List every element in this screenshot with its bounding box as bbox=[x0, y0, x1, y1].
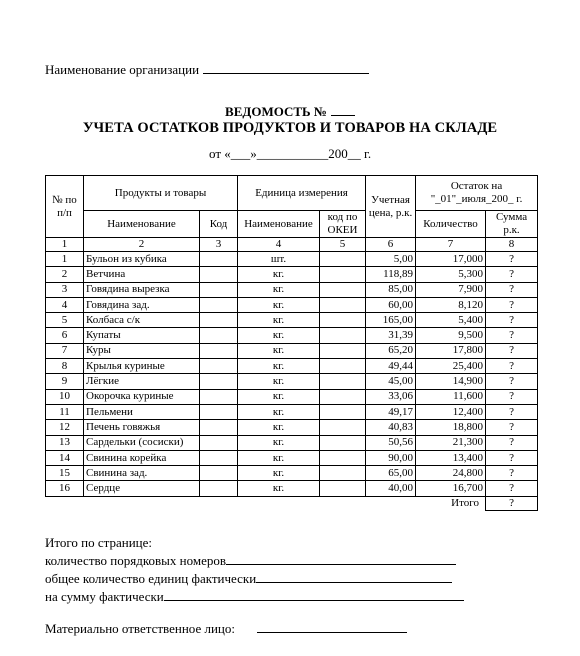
row-number: 13 bbox=[46, 435, 84, 450]
price-value: 118,89 bbox=[366, 267, 416, 282]
unit-group-header: Единица измерения bbox=[238, 176, 366, 211]
sum-value: ? bbox=[486, 252, 538, 267]
document-title-label: ВЕДОМОСТЬ № bbox=[225, 104, 327, 119]
col-number-header: № по п/п bbox=[46, 176, 84, 238]
table-row bbox=[46, 374, 538, 389]
row-number: 15 bbox=[46, 466, 84, 481]
row-number: 11 bbox=[46, 404, 84, 419]
product-code bbox=[200, 328, 238, 343]
sum-value: ? bbox=[486, 297, 538, 312]
quantity-value: 13,400 bbox=[416, 450, 486, 465]
product-name: Лёгкие bbox=[84, 374, 200, 389]
price-value: 60,00 bbox=[366, 297, 416, 312]
row-number: 4 bbox=[46, 297, 84, 312]
column-numbers-row bbox=[46, 238, 538, 252]
price-value: 45,00 bbox=[366, 374, 416, 389]
price-header: Учетная цена, р.к. bbox=[366, 176, 416, 238]
table-row bbox=[46, 359, 538, 374]
quantity-header: Количество bbox=[416, 211, 486, 238]
price-value: 40,00 bbox=[366, 481, 416, 496]
sum-value: ? bbox=[486, 481, 538, 496]
row-number: 10 bbox=[46, 389, 84, 404]
quantity-value: 9,500 bbox=[416, 328, 486, 343]
quantity-value: 5,300 bbox=[416, 267, 486, 282]
row-number: 12 bbox=[46, 420, 84, 435]
organization-blank bbox=[203, 62, 369, 74]
sum-value: ? bbox=[486, 420, 538, 435]
unit-name: кг. bbox=[238, 374, 320, 389]
product-name: Сердце bbox=[84, 481, 200, 496]
price-value: 65,00 bbox=[366, 466, 416, 481]
count-numbers-blank bbox=[226, 553, 456, 565]
unit-name: шт. bbox=[238, 252, 320, 267]
quantity-value: 14,900 bbox=[416, 374, 486, 389]
document-title bbox=[0, 104, 580, 120]
product-name: Крылья куриные bbox=[84, 359, 200, 374]
row-number: 6 bbox=[46, 328, 84, 343]
column-number: 3 bbox=[200, 238, 238, 252]
product-code bbox=[200, 282, 238, 297]
table-row bbox=[46, 313, 538, 328]
sum-value: ? bbox=[486, 343, 538, 358]
product-code-header: Код bbox=[200, 211, 238, 238]
product-name: Бульон из кубика bbox=[84, 252, 200, 267]
products-group-header: Продукты и товары bbox=[84, 176, 238, 211]
product-name: Печень говяжья bbox=[84, 420, 200, 435]
table-row bbox=[46, 252, 538, 267]
price-value: 65,20 bbox=[366, 343, 416, 358]
count-units-label: общее количество единиц фактически bbox=[45, 571, 257, 586]
sum-value: ? bbox=[486, 374, 538, 389]
product-name: Ветчина bbox=[84, 267, 200, 282]
okei-code bbox=[320, 466, 366, 481]
unit-name: кг. bbox=[238, 359, 320, 374]
sum-value: ? bbox=[486, 404, 538, 419]
okei-code bbox=[320, 420, 366, 435]
unit-name: кг. bbox=[238, 420, 320, 435]
okei-code bbox=[320, 252, 366, 267]
unit-name: кг. bbox=[238, 481, 320, 496]
sum-value: ? bbox=[486, 359, 538, 374]
quantity-value: 12,400 bbox=[416, 404, 486, 419]
price-value: 49,44 bbox=[366, 359, 416, 374]
price-value: 31,39 bbox=[366, 328, 416, 343]
column-number: 7 bbox=[416, 238, 486, 252]
unit-name: кг. bbox=[238, 404, 320, 419]
balance-group-header: Остаток на "_01"_июля_200_ г. bbox=[416, 176, 538, 211]
okei-code-header: код по ОКЕИ bbox=[320, 211, 366, 238]
unit-name: кг. bbox=[238, 343, 320, 358]
row-number: 9 bbox=[46, 374, 84, 389]
okei-code bbox=[320, 404, 366, 419]
row-number: 2 bbox=[46, 267, 84, 282]
unit-name: кг. bbox=[238, 267, 320, 282]
unit-name: кг. bbox=[238, 389, 320, 404]
sum-value: ? bbox=[486, 450, 538, 465]
okei-code bbox=[320, 267, 366, 282]
sum-value: ? bbox=[486, 328, 538, 343]
sum-value: ? bbox=[486, 282, 538, 297]
column-number: 1 bbox=[46, 238, 84, 252]
responsible-blank bbox=[257, 621, 407, 633]
product-code bbox=[200, 481, 238, 496]
column-number: 4 bbox=[238, 238, 320, 252]
okei-code bbox=[320, 282, 366, 297]
table-row bbox=[46, 282, 538, 297]
table-row bbox=[46, 404, 538, 419]
okei-code bbox=[320, 435, 366, 450]
responsible-line bbox=[45, 621, 407, 637]
price-value: 33,06 bbox=[366, 389, 416, 404]
price-value: 5,00 bbox=[366, 252, 416, 267]
product-name: Куры bbox=[84, 343, 200, 358]
page-total-label: Итого по странице: bbox=[45, 535, 152, 550]
sum-actual-blank bbox=[164, 589, 464, 601]
count-numbers-line bbox=[45, 553, 456, 569]
count-units-blank bbox=[256, 571, 452, 583]
product-code bbox=[200, 313, 238, 328]
product-code bbox=[200, 252, 238, 267]
table-row bbox=[46, 389, 538, 404]
product-code bbox=[200, 389, 238, 404]
okei-code bbox=[320, 374, 366, 389]
sum-value: ? bbox=[486, 267, 538, 282]
unit-name: кг. bbox=[238, 313, 320, 328]
column-number: 8 bbox=[486, 238, 538, 252]
document-number-blank bbox=[331, 104, 355, 116]
okei-code bbox=[320, 450, 366, 465]
quantity-value: 5,400 bbox=[416, 313, 486, 328]
sum-header: Сумма р.к. bbox=[486, 211, 538, 238]
okei-code bbox=[320, 343, 366, 358]
table-row bbox=[46, 297, 538, 312]
price-value: 165,00 bbox=[366, 313, 416, 328]
table-row bbox=[46, 343, 538, 358]
table-row bbox=[46, 267, 538, 282]
unit-name: кг. bbox=[238, 466, 320, 481]
okei-code bbox=[320, 313, 366, 328]
sum-value: ? bbox=[486, 389, 538, 404]
quantity-value: 21,300 bbox=[416, 435, 486, 450]
product-name: Окорочка куриные bbox=[84, 389, 200, 404]
product-name: Колбаса с/к bbox=[84, 313, 200, 328]
quantity-value: 18,800 bbox=[416, 420, 486, 435]
header-row-2 bbox=[46, 211, 538, 238]
table-row bbox=[46, 481, 538, 496]
quantity-value: 7,900 bbox=[416, 282, 486, 297]
document-subtitle: УЧЕТА ОСТАТКОВ ПРОДУКТОВ И ТОВАРОВ НА СКЛАДЕ bbox=[82, 120, 498, 136]
product-name: Купаты bbox=[84, 328, 200, 343]
unit-name: кг. bbox=[238, 282, 320, 297]
total-label: Итого bbox=[451, 497, 480, 509]
total-value: ? bbox=[486, 496, 538, 510]
row-number: 7 bbox=[46, 343, 84, 358]
okei-code bbox=[320, 359, 366, 374]
quantity-value: 25,400 bbox=[416, 359, 486, 374]
row-number: 8 bbox=[46, 359, 84, 374]
count-units-line bbox=[45, 571, 452, 587]
column-number: 5 bbox=[320, 238, 366, 252]
product-name: Говядина зад. bbox=[84, 297, 200, 312]
product-name-header: Наименование bbox=[84, 211, 200, 238]
okei-code bbox=[320, 481, 366, 496]
product-name: Пельмени bbox=[84, 404, 200, 419]
organization-label: Наименование организации bbox=[45, 62, 200, 77]
organization-line bbox=[45, 62, 369, 78]
product-code bbox=[200, 450, 238, 465]
quantity-value: 11,600 bbox=[416, 389, 486, 404]
count-numbers-label: количество порядковых номеров bbox=[45, 553, 226, 568]
okei-code bbox=[320, 389, 366, 404]
responsible-label: Материально ответственное лицо: bbox=[45, 621, 235, 636]
product-code bbox=[200, 466, 238, 481]
product-code bbox=[200, 374, 238, 389]
price-value: 49,17 bbox=[366, 404, 416, 419]
table-rows bbox=[46, 252, 538, 497]
product-code bbox=[200, 359, 238, 374]
quantity-value: 16,700 bbox=[416, 481, 486, 496]
table-row bbox=[46, 420, 538, 435]
price-value: 40,83 bbox=[366, 420, 416, 435]
product-code bbox=[200, 435, 238, 450]
quantity-value: 17,800 bbox=[416, 343, 486, 358]
header-row-1 bbox=[46, 176, 538, 211]
unit-name: кг. bbox=[238, 328, 320, 343]
row-number: 16 bbox=[46, 481, 84, 496]
column-number: 6 bbox=[366, 238, 416, 252]
column-number: 2 bbox=[84, 238, 200, 252]
unit-name: кг. bbox=[238, 297, 320, 312]
table-row bbox=[46, 466, 538, 481]
table-row bbox=[46, 435, 538, 450]
quantity-value: 24,800 bbox=[416, 466, 486, 481]
price-value: 85,00 bbox=[366, 282, 416, 297]
unit-name: кг. bbox=[238, 450, 320, 465]
row-number: 5 bbox=[46, 313, 84, 328]
quantity-value: 8,120 bbox=[416, 297, 486, 312]
price-value: 90,00 bbox=[366, 450, 416, 465]
sum-value: ? bbox=[486, 466, 538, 481]
product-name: Сардельки (сосиски) bbox=[84, 435, 200, 450]
sum-actual-line bbox=[45, 589, 464, 605]
inventory-table bbox=[45, 175, 538, 511]
price-value: 50,56 bbox=[366, 435, 416, 450]
product-name: Свинина зад. bbox=[84, 466, 200, 481]
row-number: 3 bbox=[46, 282, 84, 297]
product-code bbox=[200, 404, 238, 419]
product-name: Говядина вырезка bbox=[84, 282, 200, 297]
unit-name: кг. bbox=[238, 435, 320, 450]
table-row bbox=[46, 328, 538, 343]
document-date: от «___»___________200__ г. bbox=[209, 146, 372, 161]
sum-value: ? bbox=[486, 435, 538, 450]
total-row bbox=[46, 496, 538, 510]
okei-code bbox=[320, 328, 366, 343]
product-code bbox=[200, 297, 238, 312]
product-name: Свинина корейка bbox=[84, 450, 200, 465]
product-code bbox=[200, 420, 238, 435]
sum-actual-label: на сумму фактически bbox=[45, 589, 164, 604]
okei-code bbox=[320, 297, 366, 312]
unit-name-header: Наименование bbox=[238, 211, 320, 238]
table-row bbox=[46, 450, 538, 465]
row-number: 1 bbox=[46, 252, 84, 267]
product-code bbox=[200, 267, 238, 282]
sum-value: ? bbox=[486, 313, 538, 328]
row-number: 14 bbox=[46, 450, 84, 465]
product-code bbox=[200, 343, 238, 358]
quantity-value: 17,000 bbox=[416, 252, 486, 267]
